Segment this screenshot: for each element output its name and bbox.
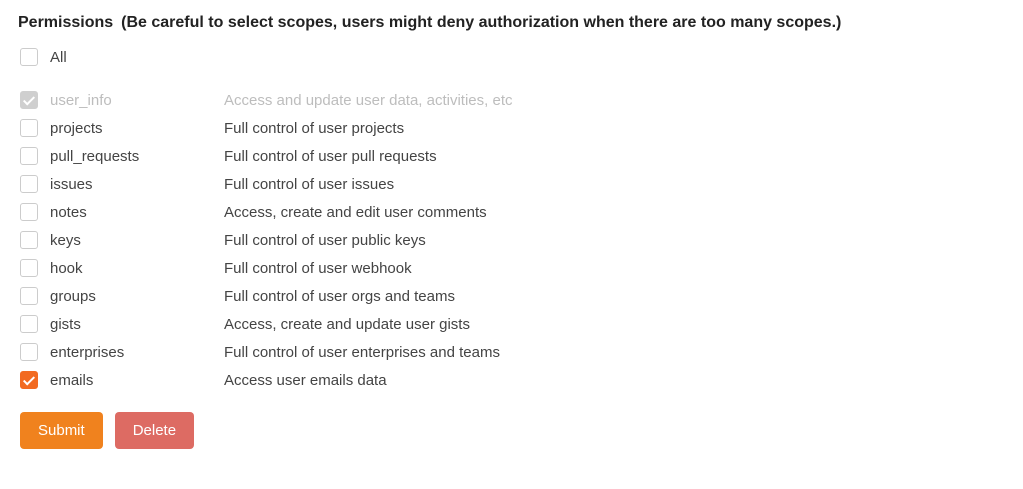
scope-row-enterprises[interactable] bbox=[16, 338, 1007, 366]
scope-description: Access user emails data bbox=[224, 371, 387, 389]
page-title bbox=[18, 14, 1007, 32]
scope-name: notes bbox=[50, 203, 87, 221]
scope-row-keys[interactable] bbox=[16, 226, 1007, 254]
checkbox-emails[interactable] bbox=[20, 371, 38, 389]
scope-description: Access, create and update user gists bbox=[224, 315, 470, 333]
checkbox-keys[interactable] bbox=[20, 231, 38, 249]
scope-row-issues[interactable] bbox=[16, 170, 1007, 198]
checkbox-pull_requests[interactable] bbox=[20, 147, 38, 165]
page-title-note: (Be careful to select scopes, users might deny authorization when there are too many scopes.) bbox=[121, 14, 842, 31]
scope-name: groups bbox=[50, 287, 96, 305]
delete-button[interactable]: Delete bbox=[115, 412, 194, 449]
scope-description: Full control of user issues bbox=[224, 175, 395, 193]
scope-name: pull_requests bbox=[50, 147, 140, 165]
checkbox-notes[interactable] bbox=[20, 203, 38, 221]
scope-row-pull_requests[interactable] bbox=[16, 142, 1007, 170]
checkbox-issues[interactable] bbox=[20, 175, 38, 193]
scope-row-hook[interactable] bbox=[16, 254, 1007, 282]
submit-button[interactable]: Submit bbox=[20, 412, 103, 449]
page-title-text: Permissions bbox=[18, 14, 114, 31]
scope-name: keys bbox=[50, 231, 81, 249]
checkbox-gists[interactable] bbox=[20, 315, 38, 333]
checkbox-enterprises[interactable] bbox=[20, 343, 38, 361]
scope-description: Access, create and edit user comments bbox=[224, 203, 487, 221]
checkbox-projects[interactable] bbox=[20, 119, 38, 137]
scope-name: user_info bbox=[50, 91, 112, 109]
scope-description: Full control of user projects bbox=[224, 119, 405, 137]
scope-description: Full control of user enterprises and teams bbox=[224, 343, 500, 361]
scope-name: projects bbox=[50, 119, 103, 137]
scope-description: Full control of user orgs and teams bbox=[224, 287, 455, 305]
scope-name: issues bbox=[50, 175, 93, 193]
scope-row-user_info bbox=[16, 86, 1007, 114]
scope-description: Full control of user webhook bbox=[224, 259, 412, 277]
scope-description: Access and update user data, activities, etc bbox=[224, 91, 513, 109]
checkbox-hook[interactable] bbox=[20, 259, 38, 277]
checkbox-user_info bbox=[20, 91, 38, 109]
checkbox-groups[interactable] bbox=[20, 287, 38, 305]
scope-name: emails bbox=[50, 371, 94, 389]
scope-row-projects[interactable] bbox=[16, 114, 1007, 142]
scope-row-notes[interactable] bbox=[16, 198, 1007, 226]
scope-name: hook bbox=[50, 259, 83, 277]
scope-description: Full control of user public keys bbox=[224, 231, 426, 249]
scope-row-groups[interactable] bbox=[16, 282, 1007, 310]
form-actions bbox=[20, 412, 1007, 449]
scope-description: Full control of user pull requests bbox=[224, 147, 437, 165]
scope-name: enterprises bbox=[50, 343, 125, 361]
checkbox-all[interactable] bbox=[20, 48, 38, 66]
scope-row-gists[interactable] bbox=[16, 310, 1007, 338]
scope-row-all[interactable] bbox=[16, 42, 1007, 72]
checkbox-all-label: All bbox=[50, 48, 67, 66]
scope-list bbox=[16, 86, 1007, 394]
scope-row-emails[interactable] bbox=[16, 366, 1007, 394]
scope-name: gists bbox=[50, 315, 81, 333]
